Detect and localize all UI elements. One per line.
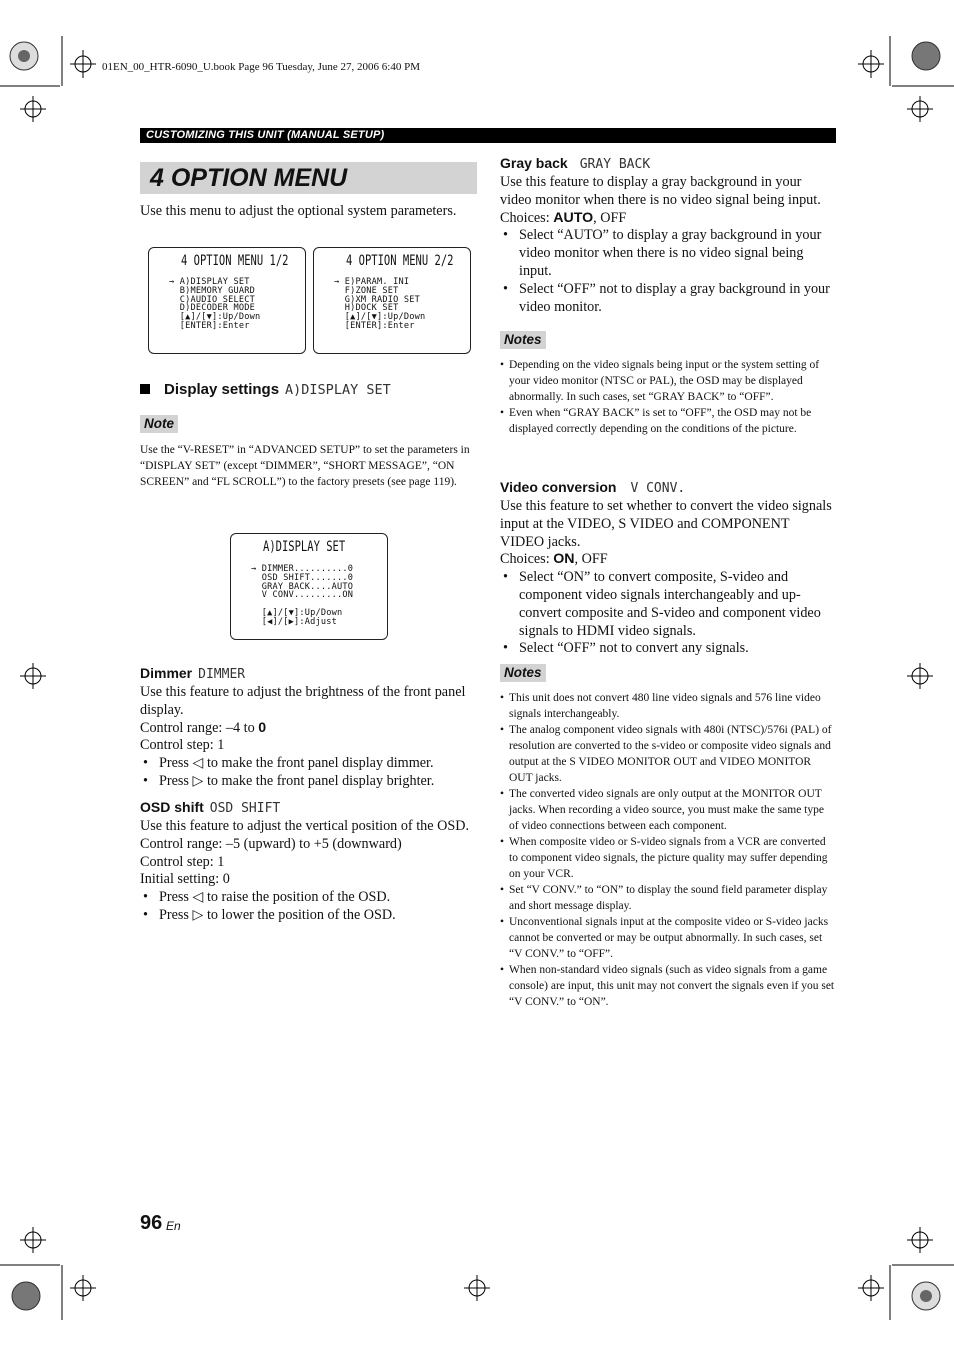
list-item: • Press ◁ to raise the position of the OSD. [140, 889, 480, 907]
osd-lines [169, 278, 260, 331]
osd-shift-bullets [140, 889, 480, 925]
osd-shift-initial: Initial setting: 0 [140, 871, 230, 888]
osd-shift-desc: Use this feature to adjust the vertical position of the OSD. [140, 818, 470, 834]
list-item: • Press ◁ to make the front panel display dimmer. [140, 755, 477, 773]
osd-screen-option-menu-1 [148, 247, 306, 354]
list-item: • This unit does not convert 480 line video signals and 576 line video signals interchangeably. [500, 690, 836, 722]
dimmer-section [140, 684, 477, 791]
gray-back-choices [500, 210, 836, 228]
dimmer-range [140, 720, 477, 738]
gray-back-choices-text: Choices: [500, 209, 554, 226]
notes-badge-gray-back: Notes [500, 331, 546, 349]
list-item: • Depending on the video signals being input or the system setting of your video monitor (NTSC or PAL), the OSD may be displayed abnormally. In such cases, set “GRAY BACK” to “OFF”. [500, 357, 836, 405]
video-conversion-choice-rest: , OFF [574, 551, 608, 568]
list-item: • Press ▷ to lower the position of the OSD. [140, 907, 480, 925]
video-conversion-osd: V CONV. [630, 481, 686, 496]
osd-title: A)DISPLAY SET [263, 539, 346, 555]
osd-shift-step: Control step: 1 [140, 853, 225, 870]
gray-back-heading [500, 155, 650, 173]
video-conversion-choices [500, 551, 836, 569]
osd-line: [◀]/[▶]:Adjust [251, 616, 337, 627]
gray-back-osd: GRAY BACK [579, 157, 651, 172]
osd-line: D)DECODER MODE [169, 303, 255, 314]
gray-back-desc: Use this feature to display a gray background in your video monitor when there is no video signal being input. [500, 174, 821, 208]
list-item: • Press ▷ to make the front panel display brighter. [140, 773, 477, 791]
osd-lines [334, 278, 425, 331]
video-conversion-choices-text: Choices: [500, 551, 554, 568]
list-item: • Select “OFF” not to convert any signals. [500, 640, 836, 658]
video-conversion-desc: Use this feature to set whether to convert the video signals input at the VIDEO, S VIDEO and COMPONENT VIDEO jacks. [500, 498, 832, 550]
video-conversion-choice-default: ON [553, 551, 575, 568]
square-bullet-icon [140, 384, 150, 394]
gray-back-choice-default: AUTO [553, 209, 594, 226]
notes-badge-video-conversion: Notes [500, 664, 546, 682]
note-text: Use the “V-RESET” in “ADVANCED SETUP” to set the parameters in “DISPLAY SET” (except “DIMMER”, “SHORT MESSAGE”, “ON SCREEN” and “FL SCROLL”) to the factory presets (see page 119). [140, 444, 470, 488]
dimmer-desc: Use this feature to adjust the brightness of the front panel display. [140, 684, 466, 718]
osd-line: B)MEMORY GUARD [169, 285, 255, 296]
osd-screen-option-menu-2 [313, 247, 471, 354]
dimmer-range-max: 0 [258, 719, 267, 736]
book-info-line: 01EN_00_HTR-6090_U.book Page 96 Tuesday, June 27, 2006 6:40 PM [102, 61, 420, 73]
osd-line: F)ZONE SET [334, 285, 399, 296]
list-item: • Select “ON” to convert composite, S-video and component video signals interchangeably and up-convert composite and S-video and component video signals to HDMI video signals. [500, 569, 836, 640]
gray-back-choice-rest: , OFF [593, 209, 627, 226]
osd-line: H)DOCK SET [334, 303, 399, 314]
note-badge: Note [140, 415, 178, 433]
gray-back-label: Gray back [500, 155, 568, 171]
dimmer-range-text: Control range: –4 to [140, 719, 259, 736]
osd-title: 4 OPTION MENU 2/2 [346, 253, 454, 269]
osd-shift-section [140, 818, 480, 925]
list-item: • Select “AUTO” to display a gray background in your video monitor when there is no video signal being input. [500, 227, 836, 280]
dimmer-step: Control step: 1 [140, 737, 225, 754]
dimmer-osd: DIMMER [198, 667, 246, 682]
display-settings-osd: A)DISPLAY SET [285, 382, 391, 398]
list-item: • The converted video signals are only output at the MONITOR OUT jacks. When recording a video source, you must make the same type of video connections between each component. [500, 786, 836, 834]
osd-line: [▲]/[▼]:Up/Down [169, 312, 261, 323]
dimmer-label: Dimmer [140, 665, 193, 681]
intro-text: Use this menu to adjust the optional system parameters. [140, 203, 457, 219]
osd-line: [▲]/[▼]:Up/Down [251, 607, 343, 618]
osd-title: 4 OPTION MENU 1/2 [181, 253, 289, 269]
video-conversion-heading [500, 479, 685, 497]
display-settings-heading [140, 381, 391, 399]
osd-line: [▲]/[▼]:Up/Down [334, 312, 426, 323]
osd-line: G)XM RADIO SET [334, 294, 420, 305]
osd-shift-heading [140, 799, 280, 817]
osd-line: → E)PARAM. INI [334, 277, 410, 287]
list-item: • Unconventional signals input at the composite video or S-video jacks cannot be converted or may be output abnormally. In such cases, set “V CONV.” to “OFF”. [500, 914, 836, 962]
video-conversion-notes [500, 690, 836, 1010]
list-item: • The analog component video signals with 480i (NTSC)/576i (PAL) of resolution are converted to the s-video or composite video signals and output at the S VIDEO MONITOR OUT and VIDEO MONITOR OUT jacks. [500, 722, 836, 786]
list-item: • Even when “GRAY BACK” is set to “OFF”, the OSD may not be displayed correctly depending on the conditions of the picture. [500, 405, 836, 437]
section-header-text: CUSTOMIZING THIS UNIT (MANUAL SETUP) [146, 129, 385, 141]
osd-line: → A)DISPLAY SET [169, 277, 250, 287]
video-conversion-label: Video conversion [500, 479, 617, 495]
page-title: 4 OPTION MENU [150, 164, 348, 192]
list-item: • Set “V CONV.” to “ON” to display the sound field parameter display and short message display. [500, 882, 836, 914]
osd-line: OSD SHIFT.......0 [251, 572, 354, 583]
page-language: En [166, 1219, 181, 1233]
osd-shift-label: OSD shift [140, 799, 204, 815]
osd-shift-range: Control range: –5 (upward) to +5 (downward) [140, 835, 402, 852]
osd-line: → DIMMER..........0 [251, 564, 354, 574]
osd-line: GRAY BACK....AUTO [251, 581, 354, 592]
list-item: • When composite video or S-video signals from a VCR are converted to component video signals, the picture quality may suffer depending on your VCR. [500, 834, 836, 882]
osd-line: [ENTER]:Enter [169, 320, 250, 331]
page-number: 96 [140, 1212, 163, 1234]
video-conversion-section [500, 498, 836, 658]
gray-back-bullets [500, 227, 836, 316]
osd-shift-osd: OSD SHIFT [209, 801, 281, 816]
osd-line: V CONV.........ON [251, 590, 354, 601]
dimmer-bullets [140, 755, 477, 791]
osd-line: C)AUDIO SELECT [169, 294, 255, 305]
list-item: • When non-standard video signals (such as video signals from a game console) are input, this unit may not convert the signals even if you set “V CONV.” to “ON”. [500, 962, 836, 1010]
video-conversion-bullets [500, 569, 836, 658]
display-settings-label: Display settings [164, 381, 280, 398]
dimmer-heading [140, 665, 245, 683]
list-item: • Select “OFF” not to display a gray background in your video monitor. [500, 281, 836, 317]
gray-back-notes [500, 357, 836, 437]
osd-screen-display-set [230, 533, 388, 640]
gray-back-section [500, 174, 836, 316]
osd-line: [ENTER]:Enter [334, 320, 415, 331]
osd-lines [251, 565, 353, 627]
